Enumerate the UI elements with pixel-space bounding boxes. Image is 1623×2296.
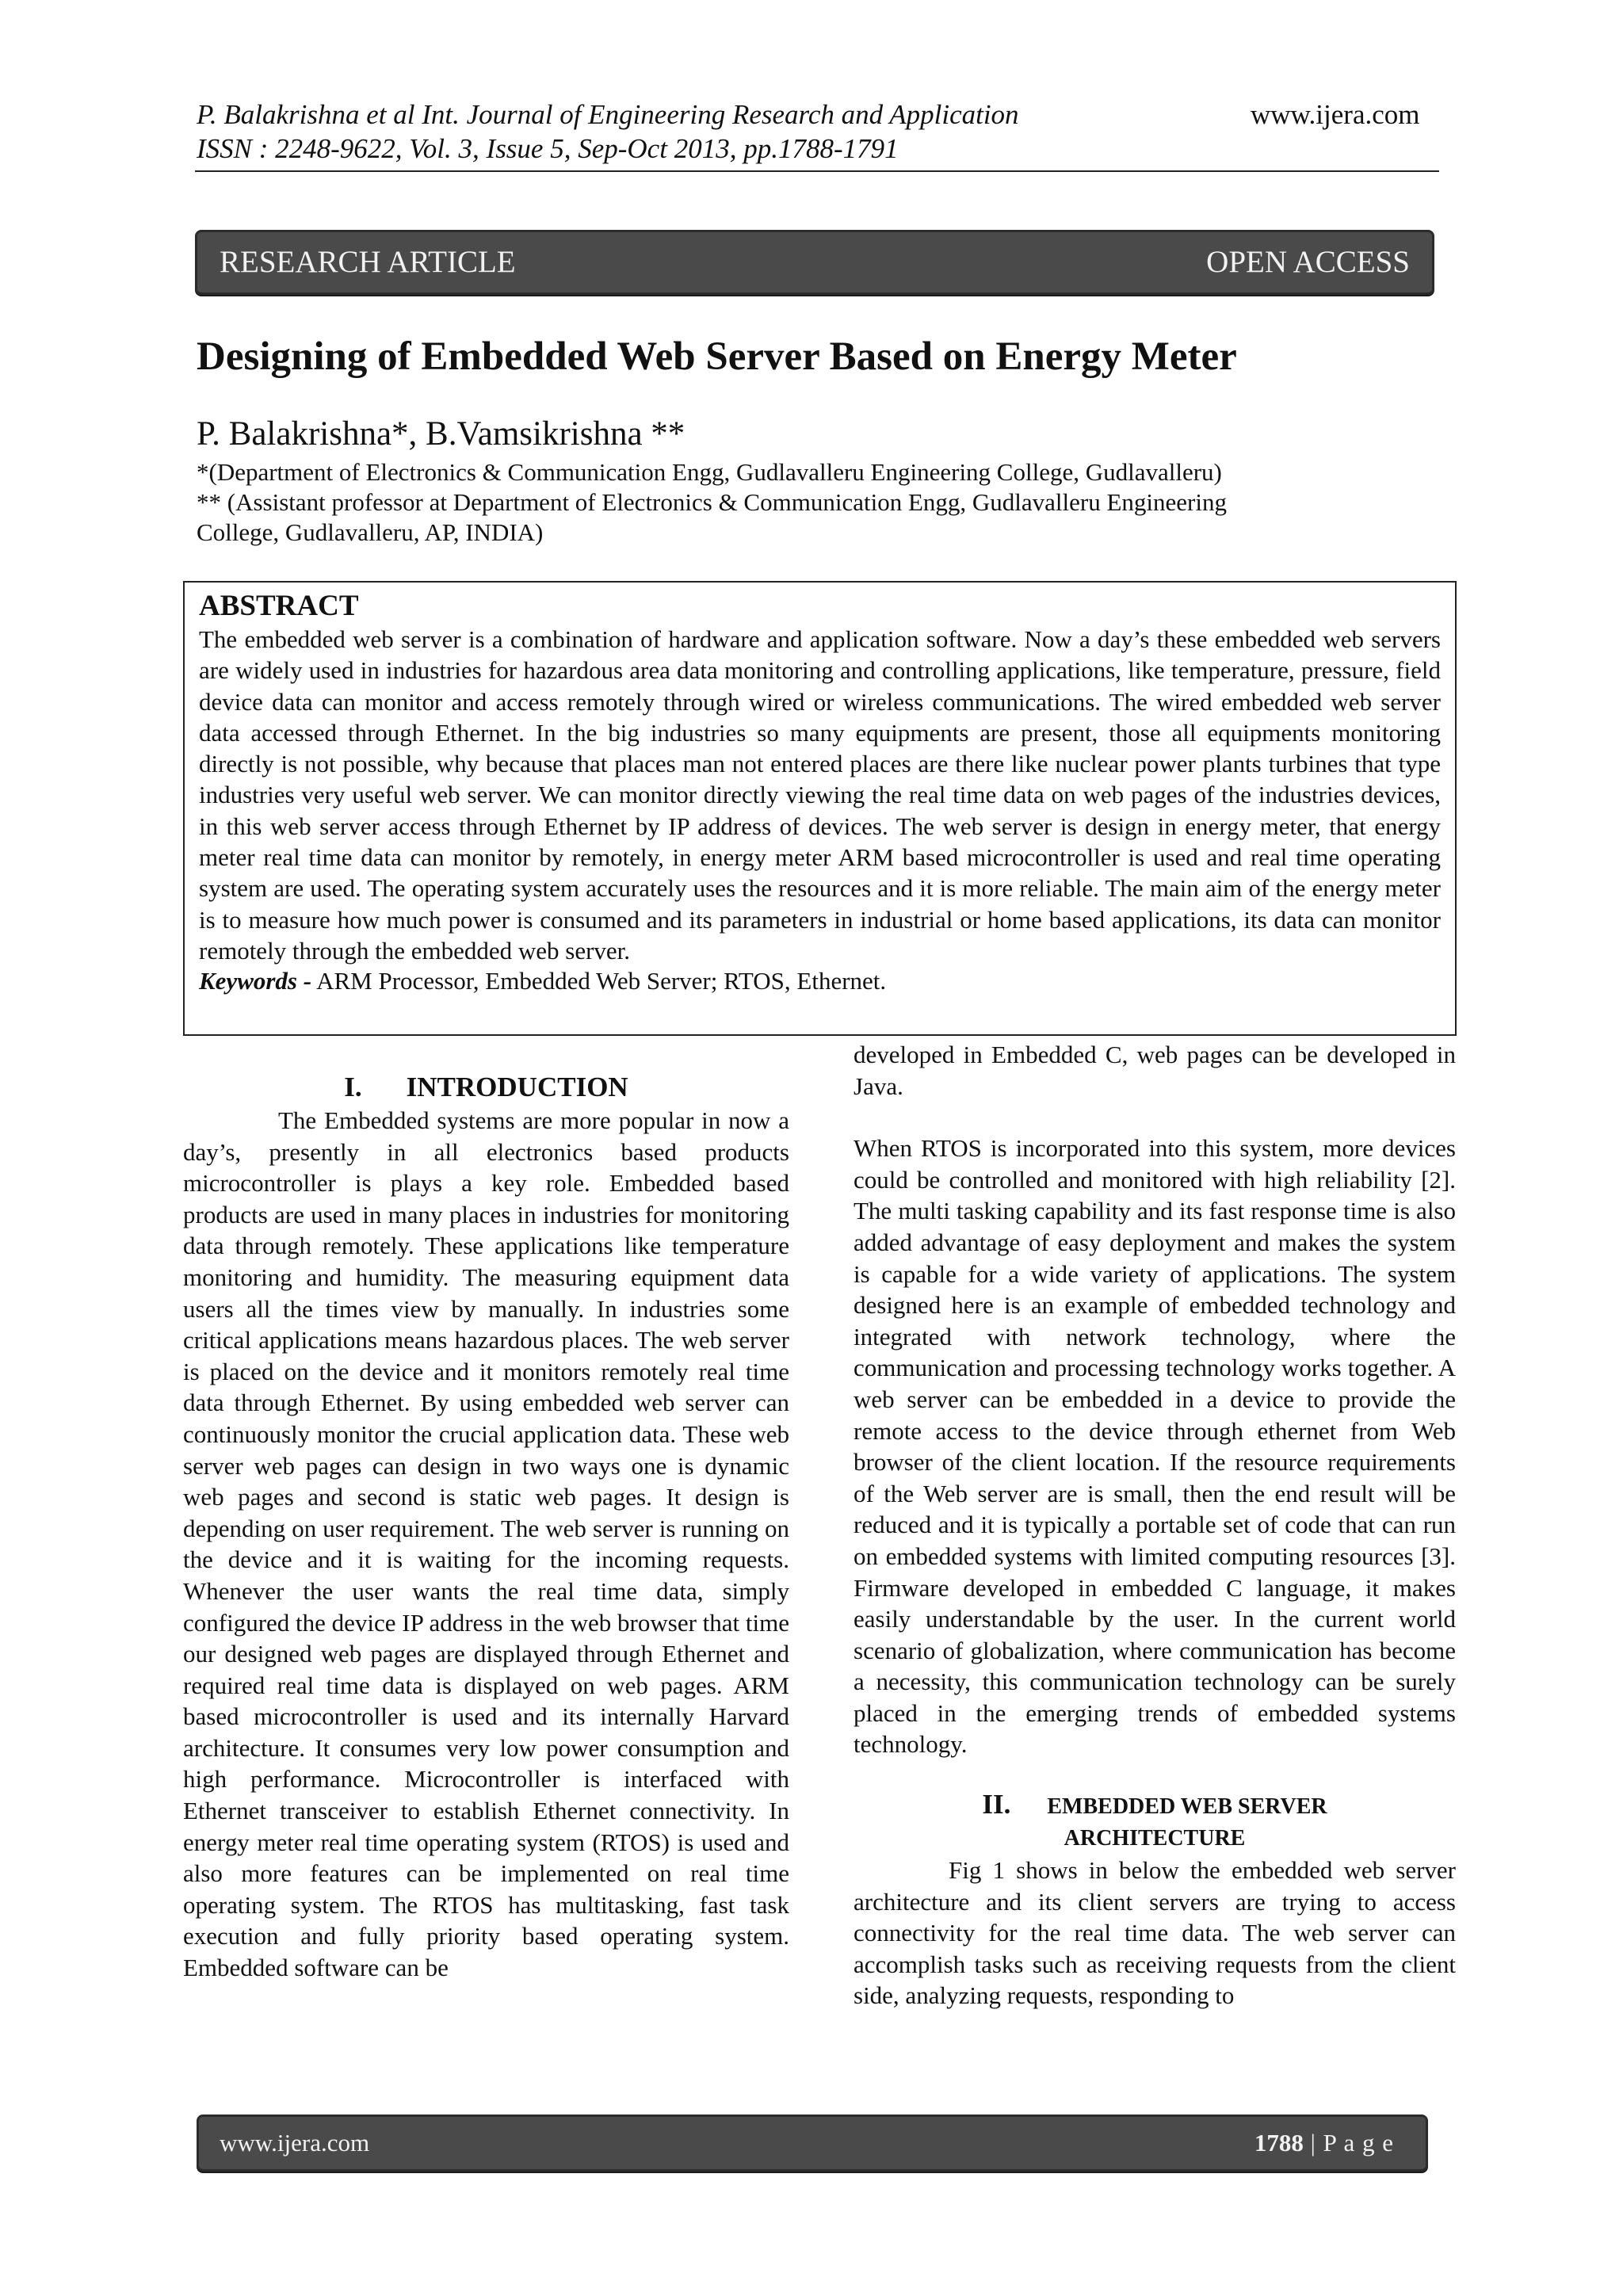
section-2-title-line-2: ARCHITECTURE: [1064, 1826, 1246, 1851]
paper-title: Designing of Embedded Web Server Based on Energy Meter: [197, 334, 1237, 379]
keywords-label: Keywords -: [199, 967, 312, 995]
intro-paragraph-2: When RTOS is incorporated into this system, more devices could be controlled and monitored with high reliability [2]. The multi tasking capability and its fast response time is also added advantage of easy deployment and makes the system is capable for a wide variety of applications. The system designed here is an example of embedded technology and integrated with network technology, where the communication and processing technology works together. A web server can be embedded in a device to provide the remote access to the device through ethernet from Web browser of the client location. If the resource requirements of the Web server are is small, then the end result will be reduced and it is typically a portable set of code that can run on embedded systems with limited computing resources [3]. Firmware developed in embedded C language, it makes easily understandable by the user. In the current world scenario of globalization, where communication has become a necessity, this communication technology can be surely placed in the emerging trends of embedded systems technology.: [854, 1134, 1456, 1759]
introduction-body: The Embedded systems are more popular in now a day’s, presently in all electronics based products microcontroller is plays a key role. Embedded based products are used in many places in industries for monitoring data through remotely. These applications like temperature monitoring and humidity. The measuring equipment data users all the times view by manually. In industries some critical applications means hazardous places. The web server is placed on the device and it monitors remotely real time data through Ethernet. By using embedded web server can continuously monitor the crucial application data. These web server web pages can design in two ways one is dynamic web pages and second is static web pages. It design is depending on user requirement. The web server is running on the device and it is waiting for the incoming requests. Whenever the user wants the real time data, simply configured the device IP address in the web browser that time our designed web pages are displayed through Ethernet and required real time data is displayed on web pages. ARM based microcontroller is used and its internally Harvard architecture. It consumes very low power consumption and high performance. Microcontroller is interfaced with Ethernet transceiver to establish Ethernet connectivity. In energy meter real time operating system (RTOS) is used and also more features can be implemented on real time operating system. The RTOS has multitasking, fast task execution and fully priority based operating system. Embedded software can be: [183, 1106, 789, 1982]
intro-continuation: developed in Embedded C, web pages can be developed in Java.: [854, 1041, 1456, 1100]
section-2-heading: [854, 1789, 1456, 1855]
section-1-title: INTRODUCTION: [406, 1072, 628, 1102]
page-number: 1788: [1254, 2129, 1304, 2157]
page-label: | P a g e: [1303, 2129, 1394, 2157]
affiliation-1: *(Department of Electronics & Communication Engg, Gudlavalleru Engineering College, Gudlavalleru): [197, 458, 1222, 486]
article-type-banner: [195, 230, 1434, 295]
section-2-title-line-1: EMBEDDED WEB SERVER: [1047, 1794, 1327, 1820]
section-1-number: I.: [344, 1072, 362, 1102]
footer-page: [1254, 2117, 1394, 2169]
section-2-body: Fig 1 shows in below the embedded web server architecture and its client servers are trying to access connectivity for the real time data. The web server can accomplish tasks such as receiving requests from the client side, analyzing requests, responding to: [854, 1856, 1456, 2010]
header-rule: [195, 170, 1439, 172]
left-column: [183, 1070, 789, 1984]
keywords-list: ARM Processor, Embedded Web Server; RTOS, Ethernet.: [311, 967, 887, 995]
abstract-body: The embedded web server is a combination of hardware and application software. Now a day’s these embedded web servers are widely used in industries for hazardous area data monitoring and controlling applications, like temperature, pressure, field device data can monitor and access remotely through wired or wireless communications. The wired embedded web server data accessed through Ethernet. In the big industries so many equipments are present, those all equipments monitoring directly is not possible, why because that places man not entered places are there like nuclear power plants turbines that type industries very useful web server. We can monitor directly viewing the real time data on web pages of the industries devices, in this web server access through Ethernet by IP address of devices. The web server is design in energy meter, that energy meter real time data can monitor by remotely, in energy meter ARM based microcontroller is used and real time operating system are used. The operating system accurately uses the resources and it is more reliable. The main aim of the energy meter is to measure how much power is consumed and its parameters in industrial or home based applications, its data can monitor remotely through the embedded web server.: [199, 625, 1441, 965]
journal-line: P. Balakrishna et al Int. Journal of Engineering Research and Application: [197, 99, 1019, 130]
issn-line: ISSN : 2248-9622, Vol. 3, Issue 5, Sep-Oct 2013, pp.1788-1791: [197, 133, 899, 164]
open-access-label: OPEN ACCESS: [1206, 245, 1410, 279]
keywords: [199, 966, 1441, 996]
research-article-label: RESEARCH ARTICLE: [220, 245, 516, 279]
abstract-heading: ABSTRACT: [199, 590, 359, 622]
section-2-number: II.: [982, 1789, 1011, 1820]
section-1-heading: [183, 1070, 789, 1105]
footer-website: www.ijera.com: [220, 2129, 370, 2157]
affiliation-2: ** (Assistant professor at Department of Electronics & Communication Engg, Gudlavalleru Engineering: [197, 488, 1227, 516]
authors: P. Balakrishna*, B.Vamsikrishna **: [197, 415, 685, 453]
right-column: [854, 1039, 1456, 2011]
abstract-box: [183, 581, 1457, 1036]
journal-website: www.ijera.com: [1251, 99, 1420, 130]
affiliation-3: College, Gudlavalleru, AP, INDIA): [197, 518, 544, 546]
page-footer: [197, 2115, 1428, 2172]
